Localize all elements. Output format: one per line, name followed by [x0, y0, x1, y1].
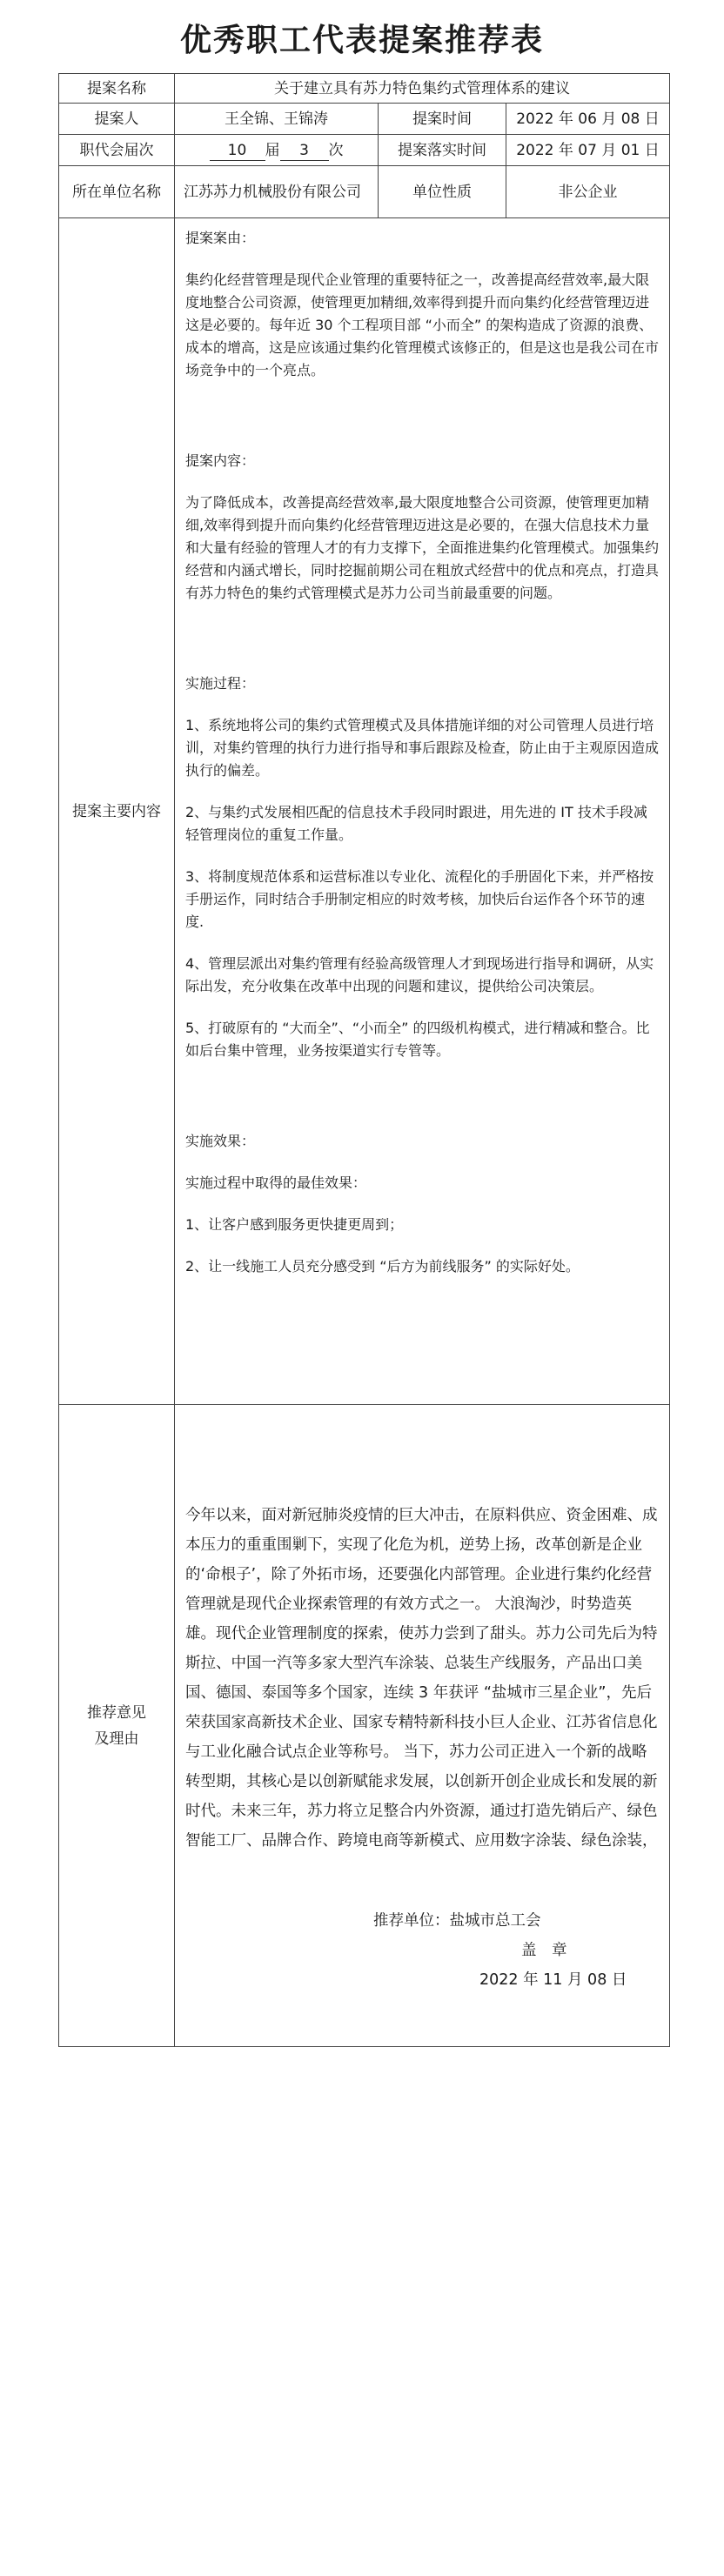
unit-name-value: 江苏苏力机械股份有限公司 [175, 166, 379, 218]
process-item-4: 4、管理层派出对集约管理有经验高级管理人才到现场进行指导和调研，从实际出发，充分收集在改革中出现的问题和建议，提供给公司决策层。 [185, 955, 654, 994]
proposal-time-label: 提案时间 [379, 104, 506, 135]
proposal-form-table [58, 73, 670, 2047]
row-unit [59, 166, 670, 218]
opinion-label-line2: 及理由 [94, 1730, 139, 1748]
main-content-label: 提案主要内容 [59, 218, 175, 1405]
congress-session-suffix: 次 [328, 141, 344, 159]
congress-session-label: 职代会届次 [59, 135, 175, 166]
proposal-time-value: 2022 年 06 月 08 日 [506, 104, 670, 135]
recommend-date: 2022 年 11 月 08 日 [479, 1971, 627, 1989]
row-congress-session [59, 135, 670, 166]
proposal-name-value: 关于建立具有苏力特色集约式管理体系的建议 [175, 74, 670, 104]
process-heading: 实施过程： [185, 675, 256, 692]
process-item-1: 1、系统地将公司的集约式管理模式及具体措施详细的对公司管理人员进行培训，对集约管理的执行力进行指导和事后跟踪及检查，防止由于主观原因造成执行的偏差。 [185, 717, 660, 779]
implementation-time-label: 提案落实时间 [379, 135, 506, 166]
congress-session-count: 3 [280, 141, 329, 161]
row-proposal-name [59, 74, 670, 104]
effect-item-2: 2、让一线施工人员充分感受到 “后方为前线服务” 的实际好处。 [185, 1258, 580, 1275]
opinion-label-line1: 推荐意见 [87, 1703, 146, 1722]
recommender: 推荐单位：盐城市总工会 [373, 1912, 541, 1930]
unit-nature-label: 单位性质 [379, 166, 506, 218]
proposer-label: 提案人 [59, 104, 175, 135]
content-heading: 提案内容： [185, 452, 256, 469]
unit-nature-value: 非公企业 [506, 166, 670, 218]
process-item-3: 3、将制度规范体系和运营标准以专业化、流程化的手册固化下来，并严格按手册运作，同时结合手册制定相应的时效考核，加快后台运作各个环节的速度. [185, 868, 654, 930]
row-main-content [59, 218, 670, 1405]
congress-session-value [175, 135, 379, 166]
process-item-5: 5、打破原有的 “大而全”、“小而全” 的四级机构模式，进行精减和整合。比如后台集中管理，业务按渠道实行专管等。 [185, 1020, 650, 1059]
opinion-body [175, 1405, 670, 2047]
effect-intro: 实施过程中取得的最佳效果： [185, 1174, 367, 1191]
form-title: 优秀职工代表提案推荐表 [179, 23, 544, 58]
row-opinion [59, 1405, 670, 2047]
congress-session-number: 10 [210, 141, 265, 161]
row-proposer [59, 104, 670, 135]
opinion-label [59, 1405, 175, 2047]
content-text: 为了降低成本，改善提高经营效率,最大限度地整合公司资源，使管理更加精细,效率得到提升而向集约化经营管理迈进这是必要的，在强大信息技术力量和大量有经验的管理人才的有力支撑下，全面推进集约化管理模式。加强集约经营和内涵式增长，同时挖掘前期公司在粗放式经营中的优点和亮点，打造具有苏力特色的集约式管理模式是苏力公司当前最重要的问题。 [185, 494, 660, 601]
main-content-body [175, 218, 670, 1405]
unit-name-label: 所在单位名称 [59, 166, 175, 218]
implementation-time-value: 2022 年 07 月 01 日 [506, 135, 670, 166]
proposer-value: 王全锦、王锦涛 [175, 104, 379, 135]
proposal-name-label: 提案名称 [59, 74, 175, 104]
congress-session-sep: 届 [265, 141, 280, 159]
cause-heading: 提案案由： [185, 230, 256, 246]
cause-text: 集约化经营管理是现代企业管理的重要特征之一，改善提高经营效率,最大限度地整合公司资源，使管理更加精细,效率得到提升而向集约化经营管理迈进这是必要的。每年近 30 个工程项目部 “小而全” 的架构造成了资源的浪费、成本的增高，这是应该通过集约化管理模式该修正的，但是这也是我公司在市场竞争中的一个亮点。 [185, 271, 660, 378]
process-item-2: 2、与集约式发展相匹配的信息技术手段同时跟进，用先进的 IT 技术手段减轻管理岗位的重复工作量。 [185, 804, 647, 843]
effect-item-1: 1、让客户感到服务更快捷更周到； [185, 1216, 404, 1233]
stamp-text: 盖 章 [521, 1942, 567, 1959]
effect-heading: 实施效果： [185, 1133, 256, 1149]
opinion-text: 今年以来，面对新冠肺炎疫情的巨大冲击，在原料供应、资金困难、成本压力的重重围剿下，实现了化危为机，逆势上扬，改革创新是企业的‘命根子’，除了外拓市场，还要强化内部管理。企业进行集约化经营管理就是现代企业探索管理的有效方式之一。 大浪淘沙，时势造英雄。现代企业管理制度的探索，使苏力尝到了甜头。苏力公司先后为特斯拉、中国一汽等多家大型汽车涂装、总装生产线服务，产品出口美国、德国、泰国等多个国家，连续 3 年获评 “盐城市三星企业”，先后荣获国家高新技术企业、国家专精特新科技小巨人企业、江苏省信息化与工业化融合试点企业等称号。 当下，苏力公司正进入一个新的战略转型期，其核心是以创新赋能求发展，以创新开创企业成长和发展的新时代。未来三年，苏力将立足整合内外资源，通过打造先销后产、绿色智能工厂、品牌合作、跨境电商等新模式、应用数字涂装、绿色涂装， [185, 1507, 658, 1850]
